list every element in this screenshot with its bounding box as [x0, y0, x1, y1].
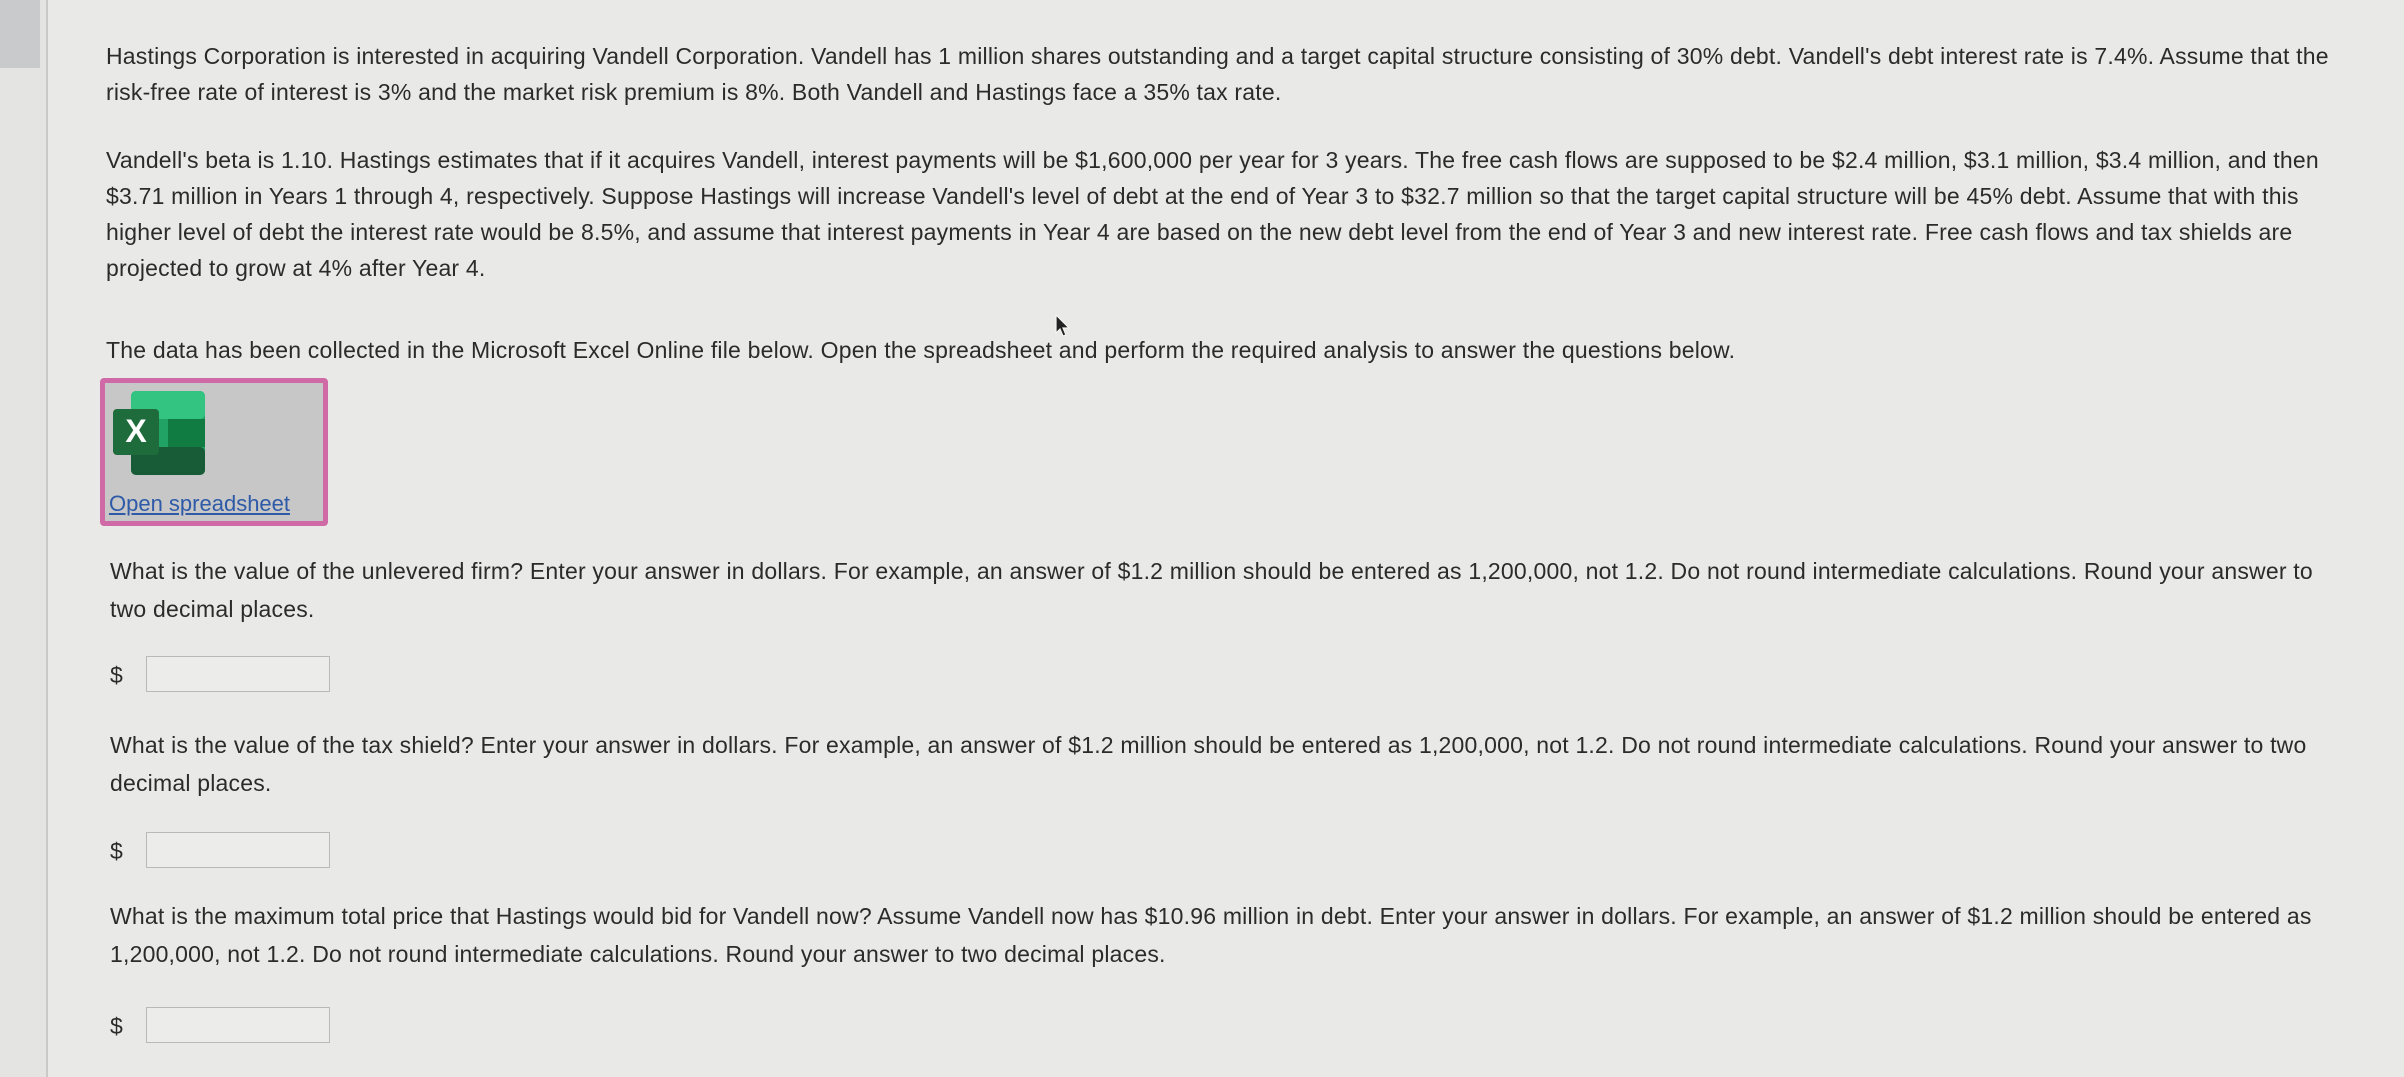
- currency-symbol: $: [110, 662, 123, 688]
- question-2-text: What is the value of the tax shield? Enter your answer in dollars. For example, an answer of $1.2 million should be entered as 1,200,000, not 1.2. Do not round intermediate calculations. Round your answer to two decimal places.: [110, 732, 2307, 796]
- tax-shield-input[interactable]: [146, 832, 330, 868]
- problem-paragraph-3: The data has been collected in the Microsoft Excel Online file below. Open the spreadsheet and perform the required analysis to answer the questions below.: [106, 337, 1736, 363]
- currency-symbol: $: [110, 1013, 123, 1039]
- currency-symbol: $: [110, 838, 123, 864]
- question-1-text: What is the value of the unlevered firm? Enter your answer in dollars. For example, an answer of $1.2 million should be entered as 1,200,000, not 1.2. Do not round intermediate calculations. Round your answer to two decimal places.: [110, 558, 2313, 622]
- sidebar-tab[interactable]: [0, 0, 40, 68]
- unlevered-value-input[interactable]: [146, 656, 330, 692]
- problem-paragraph-1: Hastings Corporation is interested in acquiring Vandell Corporation. Vandell has 1 million shares outstanding and a target capital structure consisting of 30% debt. Vandell's debt interest rate is 7.4%. Assume that the risk-free rate of interest is 3% and the market risk premium is 8%. Both Vandell and Hastings face a 35% tax rate.: [106, 43, 2329, 105]
- left-sidebar-strip: [0, 0, 48, 1077]
- open-spreadsheet-link[interactable]: Open spreadsheet: [109, 491, 291, 516]
- excel-icon-letter: X: [125, 413, 147, 449]
- max-bid-price-input[interactable]: [146, 1007, 330, 1043]
- question-3-text: What is the maximum total price that Hastings would bid for Vandell now? Assume Vandell now has $10.96 million in debt. Enter your answer in dollars. For example, an answer of $1.2 million should be entered as 1,200,000, not 1.2. Do not round intermediate calculations. Round your answer to two decimal places.: [110, 903, 2312, 967]
- excel-icon[interactable]: [111, 389, 207, 477]
- problem-paragraph-2: Vandell's beta is 1.10. Hastings estimates that if it acquires Vandell, interest payments will be $1,600,000 per year for 3 years. The free cash flows are supposed to be $2.4 million, $3.1 million, $3.4 million, and then $3.71 million in Years 1 through 4, respectively. Suppose Hastings will increase Vandell's level of debt at the end of Year 3 to $32.7 million so that the target capital structure will be 45% debt. Assume that with this higher level of debt the interest rate would be 8.5%, and assume that interest payments in Year 4 are based on the new debt level from the end of Year 3 and new interest rate. Free cash flows and tax shields are projected to grow at 4% after Year 4.: [106, 147, 2319, 281]
- mouse-pointer-icon: [1054, 314, 1072, 338]
- spreadsheet-card[interactable]: [100, 378, 328, 526]
